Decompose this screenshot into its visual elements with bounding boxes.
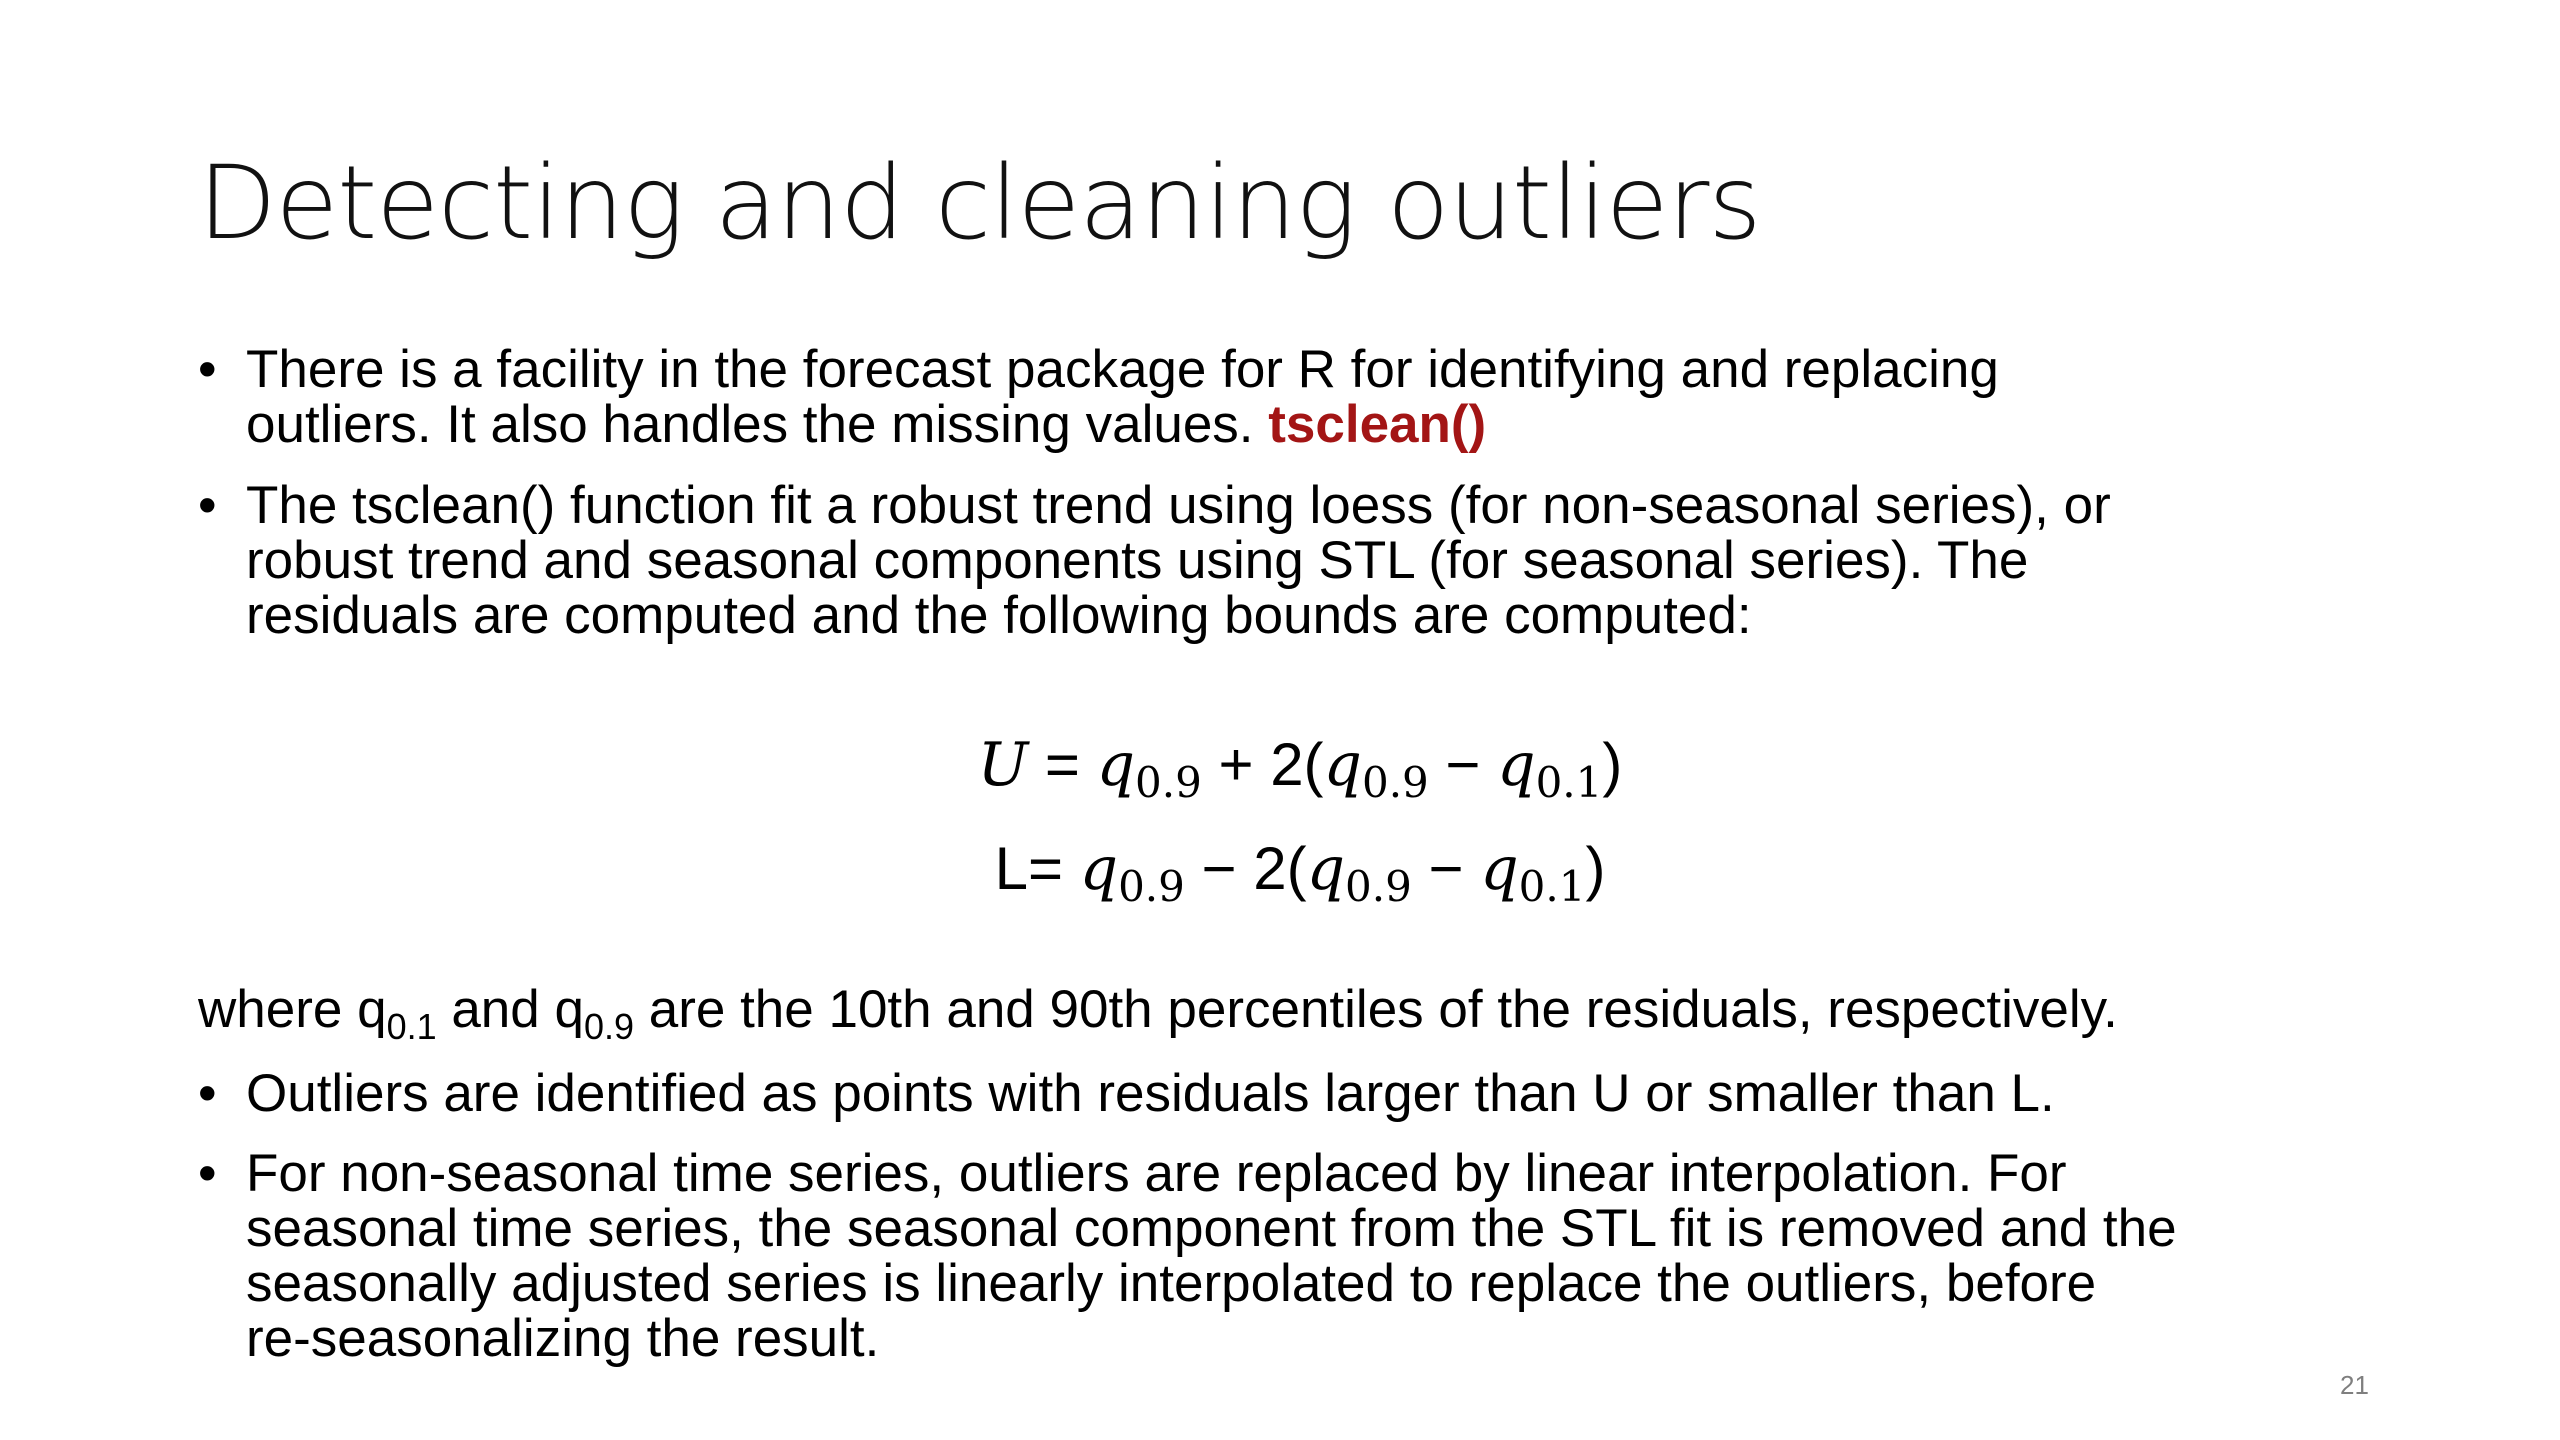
bullet-line: re-seasonalizing the result. xyxy=(246,1309,880,1368)
bullet-line: There is a facility in the forecast package for R for identifying and replacing xyxy=(246,340,1999,399)
bullet-line: robust trend and seasonal components using STL (for seasonal series). The xyxy=(246,531,2029,590)
bullet-item-facility xyxy=(198,342,2476,452)
bullet-dot: • xyxy=(198,476,217,535)
percentile-explanation: where $q_{0.1}$ and $q_{0.9}$ are the 10th and 90th percentiles of the residuals, respectively. xyxy=(198,980,2118,1047)
bullet-line: Outliers are identified as points with residuals larger than U or smaller than L. xyxy=(246,1064,2055,1123)
bullet-item-outlier-identification xyxy=(198,1066,2476,1121)
lower-bound-formula: $L= q_{0.9} - 2(q_{0.9} - q_{0.1})$ xyxy=(994,834,1606,911)
tsclean-highlight: tsclean() xyxy=(1268,395,1487,454)
bullet-line: For non-seasonal time series, outliers are replaced by linear interpolation. For xyxy=(246,1144,2067,1203)
bullet-line xyxy=(246,397,2476,452)
bullet-item-replacement xyxy=(198,1146,2476,1366)
bullet-dot: • xyxy=(198,1064,217,1123)
bullet-line: seasonal time series, the seasonal component from the STL fit is removed and the xyxy=(246,1199,2177,1258)
page-number: 21 xyxy=(2340,1370,2369,1400)
bullet-text: outliers. It also handles the missing values. xyxy=(246,395,1269,454)
slide-title: Detecting and cleaning outliers xyxy=(198,144,1761,263)
bullet-line: The tsclean() function fit a robust trend using loess (for non-seasonal series), or xyxy=(246,476,2111,535)
bullet-item-tsclean-function xyxy=(198,478,2476,643)
bullet-dot: • xyxy=(198,1144,217,1203)
bullet-line: seasonally adjusted series is linearly interpolated to replace the outliers, before xyxy=(246,1254,2097,1313)
bounds-formulas xyxy=(900,722,1700,930)
bullet-dot: • xyxy=(198,340,217,399)
bullet-line: residuals are computed and the following bounds are computed: xyxy=(246,586,1752,645)
upper-bound-formula: $U = q_{0.9} + 2(q_{0.9} - q_{0.1})$ xyxy=(977,730,1623,807)
